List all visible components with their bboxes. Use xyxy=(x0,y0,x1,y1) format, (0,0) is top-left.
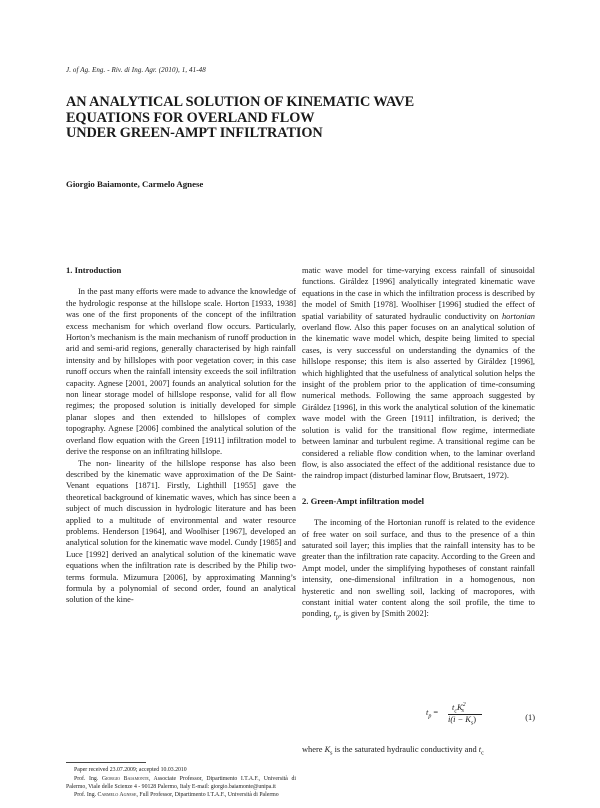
footnote-author-1: Prof. Ing. Giorgio Baiamonte, Associate Professor, Dipartimento I.T.A.F., Università di Palermo, Viale delle Scienze 4 - 90128 Palermo, Italy E-mail: giorgio.baiamonte@unipa.it xyxy=(66,776,296,790)
footnote-author-2: Prof. Ing. Carmelo Agnese, Full Professor, Dipartimento I.T.A.F., Università di Palermo xyxy=(74,792,279,798)
green-ampt-paragraph: The incoming of the Hortonian runoff is related to the evidence of free water on soil surface, and thus to the presence of a thin saturated soil layer; this implies that the rainfall intensity has to be greater than the infiltration rate capacity. According to the Green and Ampt model, under the simplifying hypotheses of constant rainfall intensity, one-dimensional infiltration in a homogenous, non hysteretic and non swelling soil, lacking of macropores, with constant initial water content along the soil profile, the time to ponding, $t_p$, is given by [Smith 2002]: xyxy=(302,518,535,622)
authors: Giorgio Baiamonte, Carmelo Agnese xyxy=(66,179,204,189)
journal-header: J. of Ag. Eng. - Riv. di Ing. Agr. (2010), 1, 41-48 xyxy=(66,66,206,74)
right-column xyxy=(302,265,535,624)
equation-1: $t_p$ = $t_cK^2_s$ $i(i - K_s)$ (1) xyxy=(426,702,535,727)
footnote-rule xyxy=(66,762,146,763)
title-line-2: EQUATIONS FOR OVERLAND FLOW xyxy=(66,109,315,126)
section-1-heading: 1. Introduction xyxy=(66,265,122,275)
paper-title xyxy=(66,95,466,142)
intro-paragraph-1: In the past many efforts were made to advance the knowledge of the hydrologic response at the hillslope scale. Horton [1933, 1938] was one of the first proponents of the concept of the infiltration excess mechanism for which overland flow occurs. Particularly, Horton’s mechanism is the main mechanism of runoff production in arid and semi-arid regions, generally characterised by high rainfall intensity and by hillslopes with poor vegetation cover; in this case runoff occurs when the rainfall intensity exceeds the soil infiltration capacity. Agnese [2001, 2007] founds an analytical solution for the non linear storage model of hillslope response, valid for all flow regimes; the proposed solution is initially developed for simple planar slopes and then extended to hillslopes of complex topography. Agnese [2006] combined the analytical solution of the overland flow equation with the Green [1911] infiltration model to derive the response on an infiltrating hillslope. xyxy=(66,287,296,457)
intro-paragraph-3: matic wave model for time-varying excess rainfall of sinusoidal functions. Giráldez [1996] analytically integrated kinematic wave equations in the case in which the infiltration process is described by the model of Smith [1978]. Woolhiser [1996] studied the effect of spatial variability of saturated hydraulic conductivity on hortonian overland flow. Also this paper focuses on an analytical solution of the kinematic wave model which, despite being limited to special cases, is very successful on understanding the dynamics of the hillslope response; this item is also asserted by Giráldez [1996], which highlighted that the usefulness of analytical solution helps the insight of the problem prior to the application of time-consuming numerical methods. Following the same approach suggested by Giráldez [1996], in this work the analytical solution of the kinematic wave model with the Green [1911] infiltration, is derived; the solution is valid for the transitional flow regime, intermediate between laminar and turbulent regime. A transitional regime can be considered a reliable flow condition when, to the laminar overland flow, is also associated the effect of the additional resistance due to the raindrop impact (disturbed laminar flow, Brutsaert, 1972). xyxy=(302,266,535,481)
equation-continuation: where $K_s$ is the saturated hydraulic conductivity and $t_c$ xyxy=(302,745,484,757)
section-2-heading: 2. Green-Ampt infiltration model xyxy=(302,495,425,506)
footnote-received: Paper received 23.07.2009; accepted 10.03.2010 xyxy=(74,767,187,773)
left-column xyxy=(66,265,296,606)
title-line-1: AN ANALYTICAL SOLUTION OF KINEMATIC WAVE xyxy=(66,94,415,110)
equation-number: (1) xyxy=(525,713,535,722)
intro-paragraph-2: The non- linearity of the hillslope response has also been described by the kinematic wave approximation of the De Saint-Venant equations [1871]. Firstly, Lighthill [1955] gave the theoretical background of kinematic waves, which has since been a subject of much discussion in hydrologic literature and has been applied to a multitude of environmental and water resource problems. Henderson [1964], and Woolhiser [1967], developed an analytical solution for the kinematic wave model. Cundy [1985] and Luce [1992] derived an analytical solution of the kinematic wave equations when the infiltration rate is described by the Philip two-terms formula. Mizumura [2006], by approximating Manning’s formula by a polynomial of second order, found an analytical solution of the kine- xyxy=(66,458,296,605)
emphasis-hortonian: hortonian xyxy=(501,311,535,321)
title-line-3: UNDER GREEN-AMPT INFILTRATION xyxy=(66,125,323,141)
